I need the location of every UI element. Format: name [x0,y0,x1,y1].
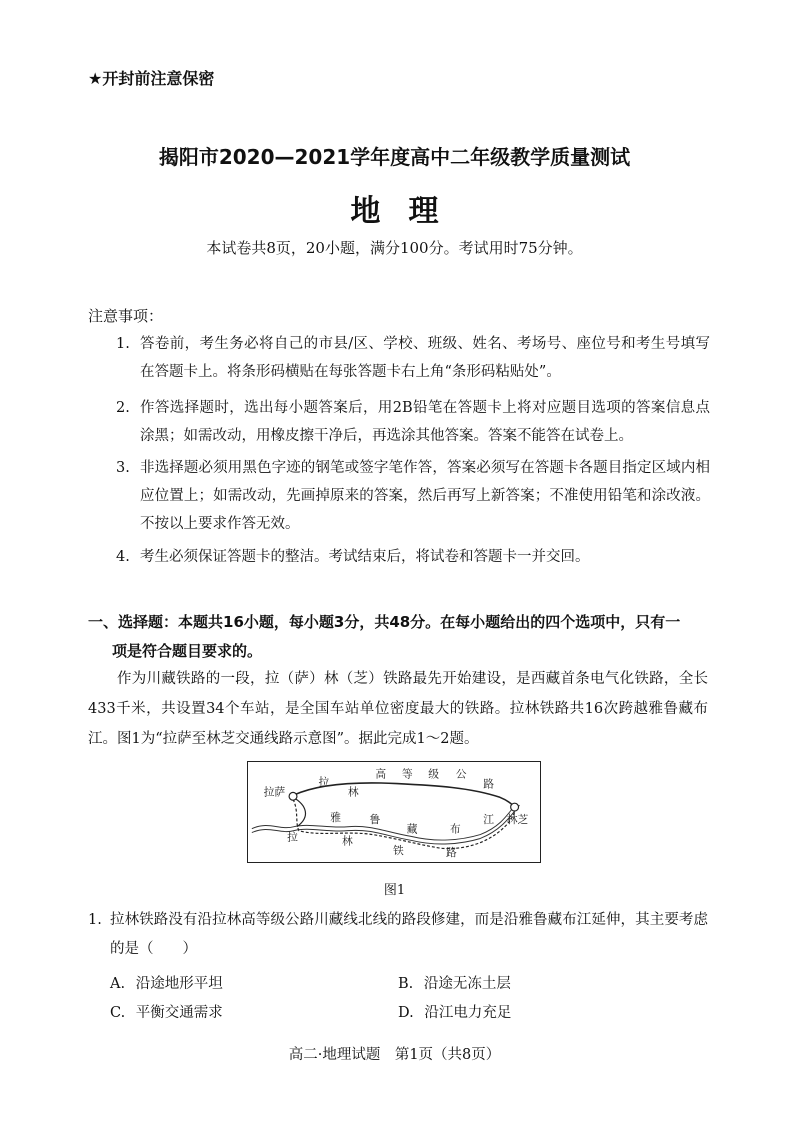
option-text: 平衡交通需求 [135,1005,223,1021]
section-heading [88,608,708,666]
option-a [110,972,223,993]
notice-heading: 注意事项： [88,307,164,325]
label-road: 拉 [318,775,330,789]
city-marker-lasa [289,792,297,800]
label-linzhi: 林芝 [506,812,529,826]
question-stem: 拉林铁路没有沿拉林高等级公路川藏线北线的路段修建，而是沿雅鲁藏布江延伸，其主要考虑的是（ ） [110,912,708,957]
option-text: 沿途无冻土层 [423,976,511,992]
highway-line [293,797,305,826]
reading-passage [88,664,708,754]
label-road: 公 [455,767,467,781]
option-label: A. [110,976,126,992]
notice-item-2 [116,394,710,450]
label-railway: 铁 [393,844,404,858]
section-heading-line2: 项是符合题目要求的。 [112,642,263,660]
option-d [398,1001,511,1022]
label-road: 高 [375,767,387,781]
notice-item-4 [116,543,710,571]
notice-item-text: 非选择题必须用黑色字迹的钢笔或签字笔作答，答案必须写在答题卡各题目指定区域内相应位置上；如需改动，先画掉原来的答案，然后再写上新答案；不准使用铅笔和涂改液。不按以上要求作答无效。 [140,460,710,532]
option-b [398,972,511,993]
option-label: C. [110,1005,126,1021]
option-text: 沿途地形平坦 [135,976,223,992]
label-railway: 路 [445,846,457,860]
label-railway: 拉 [287,830,298,844]
notice-item-number: 4. [116,549,130,565]
option-label: D. [398,1005,414,1021]
notice-item-text: 作答选择题时，选出每小题答案后，用2B铅笔在答题卡上将对应题目选项的答案信息点涂黑；如需改动，用橡皮擦干净后，再选涂其他答案。答案不能答在试卷上。 [140,400,710,444]
label-river: 鲁 [369,812,381,826]
notice-item-number: 2. [116,400,130,416]
label-road: 路 [483,777,494,791]
transport-map [248,762,540,862]
figure-caption: 图1 [383,883,406,898]
label-road: 林 [347,785,359,799]
section-heading-line1: 一、选择题：本题共16小题，每小题3分，共48分。在每小题给出的四个选项中，只有一 [88,613,681,631]
label-lasa: 拉萨 [263,785,286,799]
option-text: 沿江电力充足 [424,1005,512,1021]
railway-line [293,799,515,848]
exam-title: 揭阳市2020—2021学年度高中二年级教学质量测试 [158,145,631,169]
label-river: 江 [483,812,494,826]
question-1 [88,906,708,964]
option-label: B. [398,976,414,992]
notice-item-number: 3. [116,460,130,476]
confidential-notice: ★开封前注意保密 [88,69,215,88]
city-marker-linzhi [511,803,519,811]
label-road: 等 [401,767,413,781]
label-river: 雅 [330,810,342,824]
notice-item-text: 答卷前，考生务必将自己的市县/区、学校、班级、姓名、考场号、座位号和考生号填写在答题卡上。将条形码横贴在每张答题卡右上角“条形码粘贴处”。 [140,336,710,380]
label-river: 布 [449,822,461,836]
notice-item-text: 考生必须保证答题卡的整洁。考试结束后，将试卷和答题卡一并交回。 [140,549,590,565]
subject-title: 地理 [350,194,467,229]
option-c [110,1001,223,1022]
notice-item-number: 1. [116,336,130,352]
label-river: 藏 [406,822,418,836]
transport-map-figure [247,761,541,863]
exam-info: 本试卷共8页，20小题，满分100分。考试用时75分钟。 [206,239,583,257]
label-road: 级 [428,767,440,781]
question-number: 1. [88,912,102,928]
notice-item-1 [116,330,710,386]
label-railway: 林 [342,834,353,848]
passage-text: 作为川藏铁路的一段，拉（萨）林（芝）铁路最先开始建设，是西藏首条电气化铁路，全长433千米，共设置34个车站，是全国车站单位密度最大的铁路。拉林铁路共16次跨越雅鲁藏布江。图1为“拉萨至林芝交通线路示意图”。据此完成1～2题。 [88,671,708,747]
page-footer: 高二·地理试题 第1页（共8页） [288,1047,501,1063]
notice-item-3 [116,454,710,538]
